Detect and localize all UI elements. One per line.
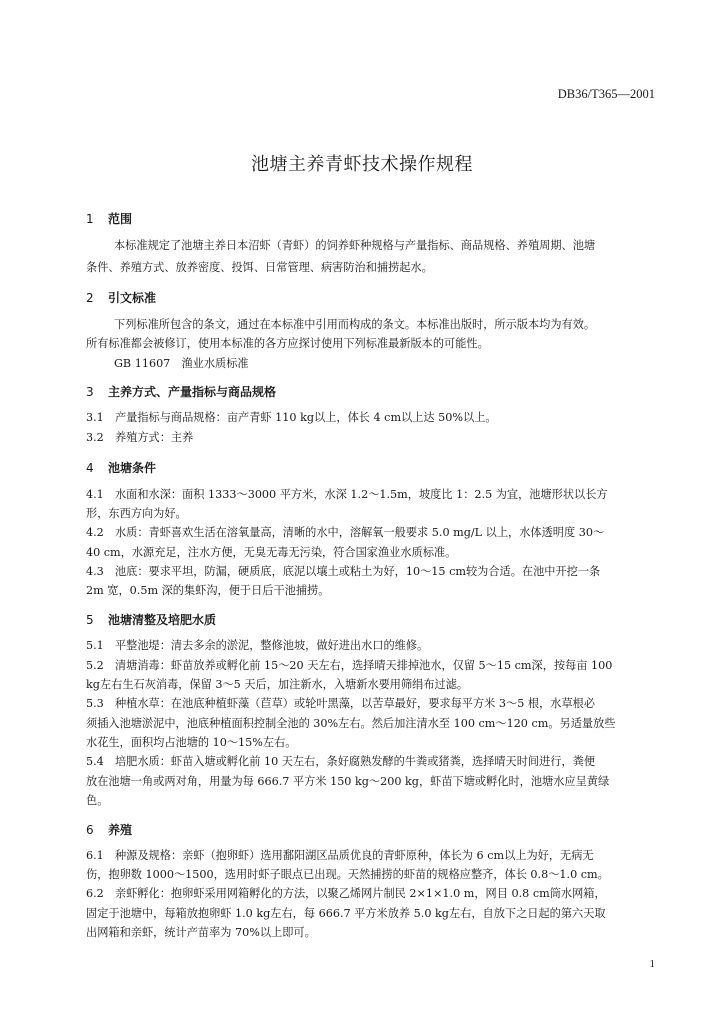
clause-6-2: 6.2 亲虾孵化：抱卵虾采用网箱孵化的方法，以聚乙烯网片制民 2×1×1.0 m，网目 0.8 cm筒水网箱， bbox=[86, 887, 606, 900]
paragraph-line: 伤，抱卵数 1000～1500，选用时虾子眼点已出现。天然捕捞的虾苗的规格应整齐，体长 0.8～1.0 cm。 bbox=[86, 868, 609, 881]
paragraph-line: 色。 bbox=[86, 794, 109, 807]
section-heading-1: 1 范围 bbox=[86, 212, 133, 226]
clause-4-2: 4.2 水质：青虾喜欢生活在溶氧量高，清晰的水中，溶解氧一般要求 5.0 mg/L 以上，水体透明度 30～ bbox=[86, 526, 605, 539]
paragraph-line: 放在池塘一角或两对角，用量为每 666.7 平方米 150 kg～200 kg，虾苗下塘或孵化时，池塘水应呈黄绿 bbox=[86, 775, 610, 788]
section-heading-3: 3 主养方式、产量指标与商品规格 bbox=[86, 385, 277, 399]
clause-4-1: 4.1 水面和水深：面积 1333～3000 平方米，水深 1.2～1.5m，坡度比 1：2.5 为宜，池塘形状以长方 bbox=[86, 488, 608, 501]
clause-3-1: 3.1 产量指标与商品规格：亩产青虾 110 kg以上，体长 4 cm以上达 50%以上。 bbox=[86, 411, 497, 424]
paragraph-line: 下列标准所包含的条文，通过在本标准中引用而构成的条文。本标准出版时，所示版本均为有效。 bbox=[114, 318, 596, 331]
paragraph-line: 2m 宽，0.5m 深的集虾沟，便于日后干池捕捞。 bbox=[86, 584, 330, 597]
clause-6-1: 6.1 种源及规格：亲虾（抱卵虾）选用鄱阳湖区品质优良的青虾原种，体长为 6 cm以上为好，无病无 bbox=[86, 849, 594, 862]
paragraph-line: 条件、养殖方式、放养密度、投饵、日常管理、病害防治和捕捞起水。 bbox=[86, 261, 433, 274]
paragraph-line: kg左右生石灰消毒，保留 3～5 天后，加注新水，入塘新水要用筛绢布过滤。 bbox=[86, 678, 469, 691]
clause-5-4: 5.4 培肥水质：虾苗入塘或孵化前 10 天左右，条好腐熟发酵的牛粪或猪粪，选择晴天时间进行，粪便 bbox=[86, 755, 596, 768]
page-number: 1 bbox=[649, 958, 655, 970]
paragraph-line: 40 cm，水源充足，注水方便，无臭无毒无污染，符合国家渔业水质标准。 bbox=[86, 546, 457, 559]
section-heading-2: 2 引文标准 bbox=[86, 291, 157, 305]
section-heading-5: 5 池塘清整及培肥水质 bbox=[86, 613, 217, 627]
section-heading-6: 6 养殖 bbox=[86, 823, 133, 837]
clause-3-2: 3.2 养殖方式：主养 bbox=[86, 431, 194, 444]
standard-code: DB36/T365—2001 bbox=[557, 87, 655, 101]
clause-5-3: 5.3 种植水草：在池底种植虾藻（苣草）或轮叶黑藻，以苦草最好，要求每平方米 3～5 根，水草根必 bbox=[86, 697, 596, 710]
paragraph-line: 水花生，面积均占池塘的 10～15%左右。 bbox=[86, 736, 297, 749]
paragraph-line: 本标准规定了池塘主养日本沼虾（青虾）的饲养虾种规格与产量指标、商品规格、养殖周期、池塘 bbox=[114, 239, 596, 252]
paragraph-line: 形，东西方向为好。 bbox=[86, 507, 187, 520]
clause-5-2: 5.2 清塘消毒：虾苗放养或孵化前 15～20 天左右，选择晴天排掉池水，仅留 5～15 cm深，按每亩 100 bbox=[86, 659, 613, 672]
referenced-standard: GB 11607 渔业水质标准 bbox=[114, 357, 249, 370]
document-title: 池塘主养青虾技术操作规程 bbox=[251, 154, 473, 175]
section-heading-4: 4 池塘条件 bbox=[86, 461, 157, 475]
clause-4-3: 4.3 池底：要求平坦，防漏，硬质底，底泥以壤土或粘土为好，10～15 cm较为合适。在池中开挖一条 bbox=[86, 565, 601, 578]
paragraph-line: 出网箱和亲虾，统计产苗率为 70%以上即可。 bbox=[86, 926, 316, 939]
paragraph-line: 须插入池塘淤泥中，池底种植面积控制全池的 30%左右。然后加注清水至 100 cm～120 cm。另适量放些 bbox=[86, 717, 616, 730]
clause-5-1: 5.1 平整池堤：清去多余的淤泥，整修池坡，做好进出水口的维修。 bbox=[86, 639, 429, 652]
paragraph-line: 所有标准都会被修订，使用本标准的各方应探讨使用下列标准最新版本的可能性。 bbox=[86, 337, 489, 350]
paragraph-line: 固定于池塘中，每箱放抱卵虾 1.0 kg左右，每 666.7 平方米放养 5.0 kg左右，自放下之日起的第六天取 bbox=[86, 907, 606, 920]
